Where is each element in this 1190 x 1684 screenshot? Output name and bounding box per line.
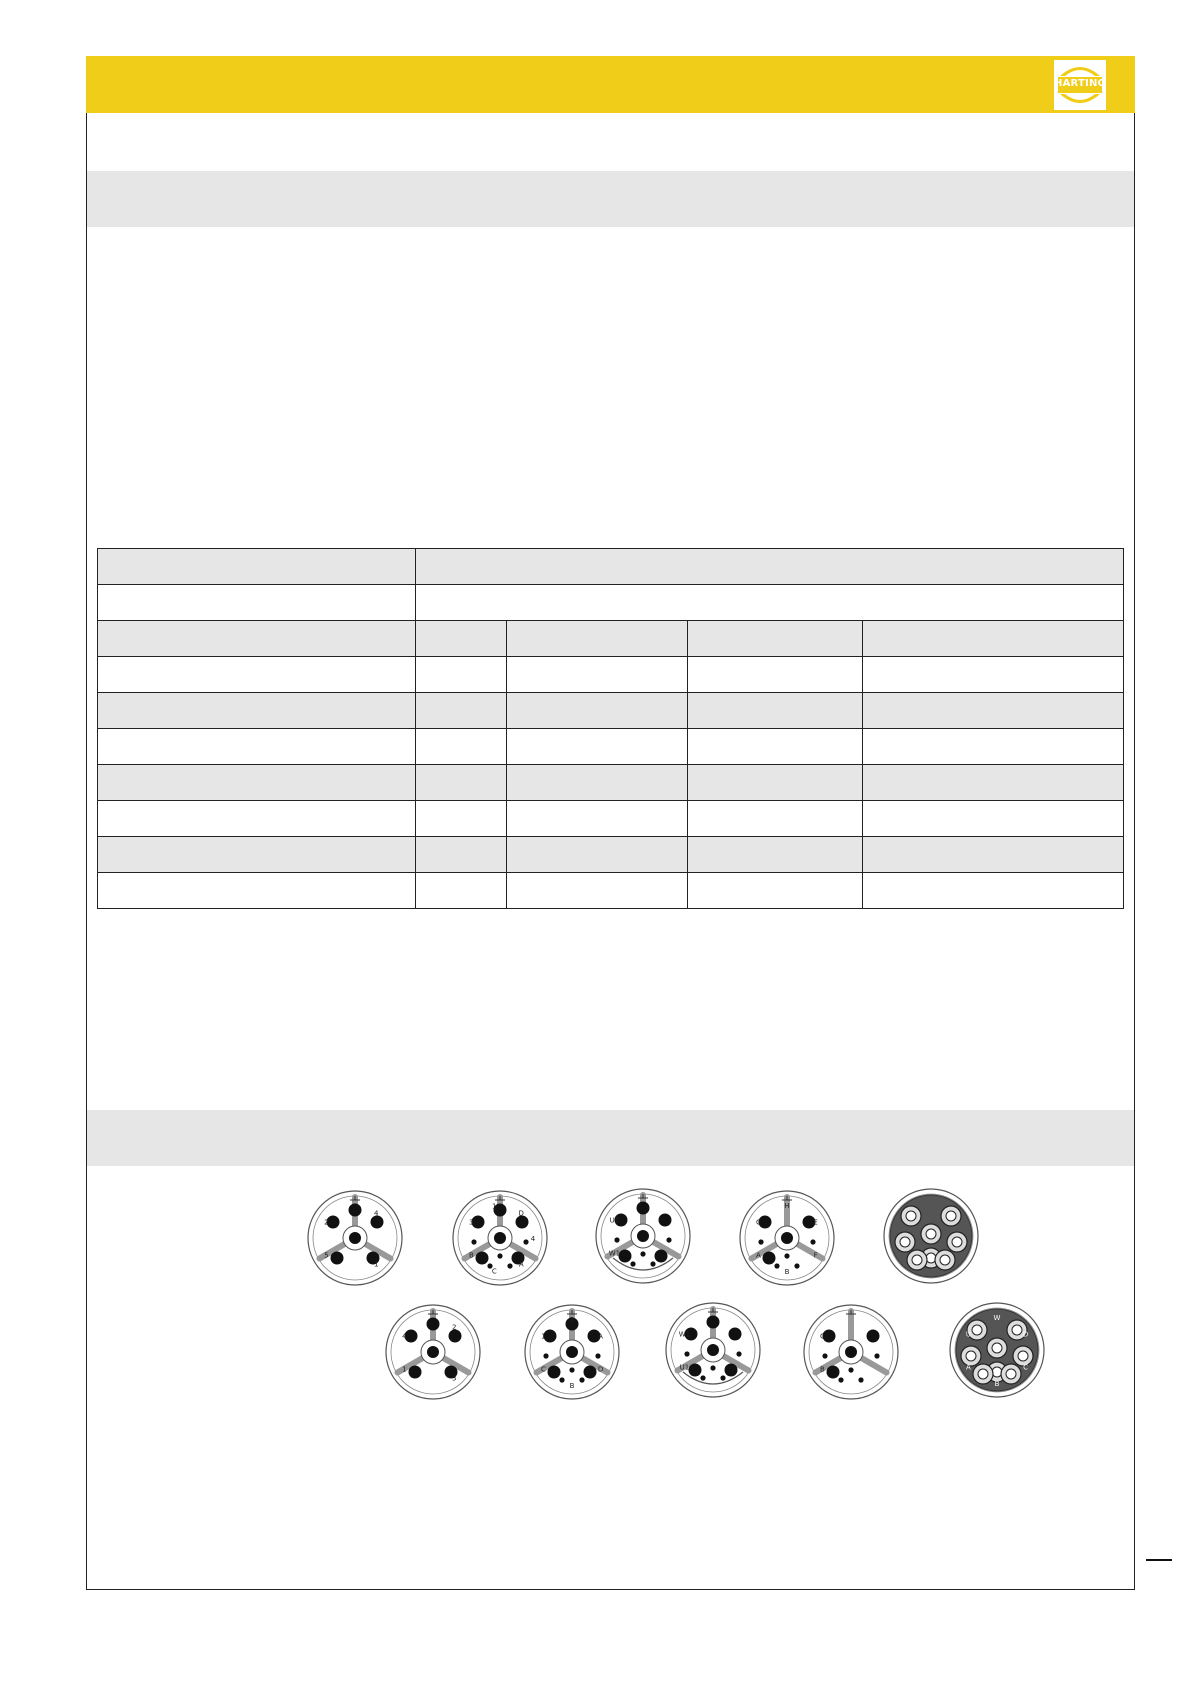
pin-label: B	[820, 1365, 825, 1374]
pin-label: 1	[373, 1260, 379, 1269]
pin-label: A	[598, 1332, 603, 1341]
pin-label: 3	[569, 1316, 575, 1324]
logo-wordmark: HARTING	[1054, 78, 1106, 89]
pin-label: 4	[402, 1332, 407, 1341]
pin-label: F	[813, 1251, 818, 1260]
pin-label: 2	[324, 1218, 329, 1227]
pin-label: 1	[402, 1365, 407, 1374]
pin-label: C	[540, 1365, 546, 1374]
pin-label: 2	[451, 1323, 457, 1332]
connector-3-plus-4-alt-icon	[525, 1305, 619, 1399]
connector-4-pole-icon	[386, 1305, 480, 1399]
pin-label: 1	[492, 1202, 497, 1211]
pin-label: B	[469, 1251, 474, 1260]
pin-label: 5	[324, 1251, 329, 1260]
pin-label: D	[597, 1365, 604, 1374]
pin-label: A	[756, 1251, 761, 1260]
pin-label: 1	[541, 1332, 546, 1341]
pin-label: E	[813, 1218, 818, 1227]
pin-label: D	[1022, 1330, 1029, 1339]
pin-label: 3	[451, 1374, 457, 1383]
pin-label: B	[569, 1382, 575, 1390]
pin-label: U	[965, 1330, 971, 1339]
pin-label: C	[819, 1332, 825, 1341]
pin-label: C	[755, 1218, 761, 1227]
pin-label: 4	[373, 1209, 379, 1218]
page-marker	[1146, 1559, 1172, 1561]
connector-power-hybrid-alt-icon	[666, 1303, 760, 1397]
pin-label: C	[491, 1267, 497, 1276]
pin-label: H	[784, 1202, 790, 1210]
connector-cable-hybrid-alt-icon	[950, 1303, 1044, 1397]
connector-cable-hybrid-icon	[884, 1189, 978, 1283]
pin-label: U1	[609, 1216, 620, 1225]
pin-label: D	[518, 1209, 524, 1218]
pin-label: 3	[469, 1218, 474, 1227]
connector-signal-hybrid-alt-icon	[804, 1305, 898, 1399]
connector-signal-hybrid-icon	[740, 1191, 834, 1285]
pin-label: B	[784, 1268, 790, 1276]
pin-label: W1	[608, 1249, 621, 1258]
pin-label: W1	[678, 1330, 691, 1339]
connector-power-hybrid-icon	[596, 1189, 690, 1283]
pin-label: B	[994, 1380, 1000, 1388]
pin-label: A	[966, 1363, 971, 1372]
pin-label: A	[518, 1260, 524, 1269]
pin-label: U1	[679, 1363, 690, 1372]
pin-label: W	[993, 1314, 1001, 1322]
pin-label: C	[1023, 1363, 1029, 1372]
connector-5-pole-icon	[308, 1191, 402, 1285]
connector-3-plus-4-icon	[453, 1191, 547, 1285]
pin-label: 4	[530, 1235, 536, 1243]
